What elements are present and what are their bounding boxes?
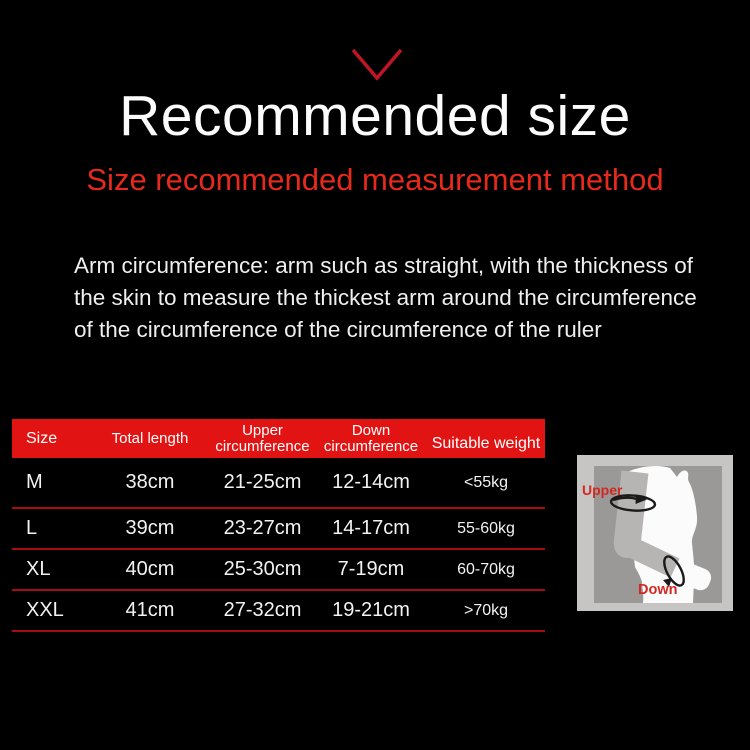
cell-suitable-weight: <55kg xyxy=(463,473,509,491)
down-label: Down xyxy=(638,582,678,598)
cell-upper-circumference: 21-25cm xyxy=(223,471,302,493)
column-header-label: Total length xyxy=(111,429,189,447)
table-row xyxy=(12,458,545,509)
column-header-down-circumference xyxy=(315,419,427,458)
cell-total-length: 38cm xyxy=(125,471,175,493)
column-header-label: Size xyxy=(26,429,58,447)
column-header-label: Upper xyxy=(242,421,283,439)
table-row xyxy=(12,550,545,591)
cell-size: XXL xyxy=(26,599,64,621)
chevron-down-icon xyxy=(350,48,404,82)
cell-down-circumference: 14-17cm xyxy=(332,517,410,539)
table-row xyxy=(12,591,545,632)
cell-upper-circumference: 27-32cm xyxy=(223,599,302,621)
column-header-upper-circumference xyxy=(210,419,315,458)
cell-size: M xyxy=(26,471,43,493)
table-row xyxy=(12,509,545,550)
cell-total-length: 39cm xyxy=(125,517,175,539)
page-subtitle: Size recommended measurement method xyxy=(86,162,664,197)
measurement-description xyxy=(74,250,734,346)
description-line: the skin to measure the thickest arm around the circumference xyxy=(74,285,697,310)
cell-down-circumference: 7-19cm xyxy=(337,558,405,580)
cell-suitable-weight: 60-70kg xyxy=(457,560,515,578)
cell-down-circumference: 12-14cm xyxy=(332,471,410,493)
size-table-header xyxy=(12,419,545,458)
description-line: Arm circumference: arm such as straight, with the thickness of xyxy=(74,253,693,278)
cell-suitable-weight: 55-60kg xyxy=(457,519,515,537)
upper-label: Upper xyxy=(582,482,623,498)
cell-upper-circumference: 23-27cm xyxy=(223,517,302,539)
column-header-suitable-weight xyxy=(427,419,545,458)
description-line: of the circumference of the circumference of the ruler xyxy=(74,317,602,342)
column-header-label: circumference xyxy=(323,437,419,455)
size-table xyxy=(12,419,545,632)
cell-suitable-weight: >70kg xyxy=(463,601,509,619)
column-header-label: circumference xyxy=(215,437,310,455)
column-header-size xyxy=(12,419,90,458)
column-header-label: Down xyxy=(351,421,391,439)
column-header-total-length xyxy=(90,419,210,458)
cell-size: L xyxy=(26,517,38,539)
cell-upper-circumference: 25-30cm xyxy=(223,558,302,580)
cell-down-circumference: 19-21cm xyxy=(332,599,410,621)
cell-size: XL xyxy=(26,558,51,580)
cell-total-length: 41cm xyxy=(125,599,175,621)
page-title: Recommended size xyxy=(119,84,631,148)
arm-measurement-diagram xyxy=(577,455,733,611)
cell-total-length: 40cm xyxy=(125,558,175,580)
column-header-label: Suitable weight xyxy=(431,434,541,452)
